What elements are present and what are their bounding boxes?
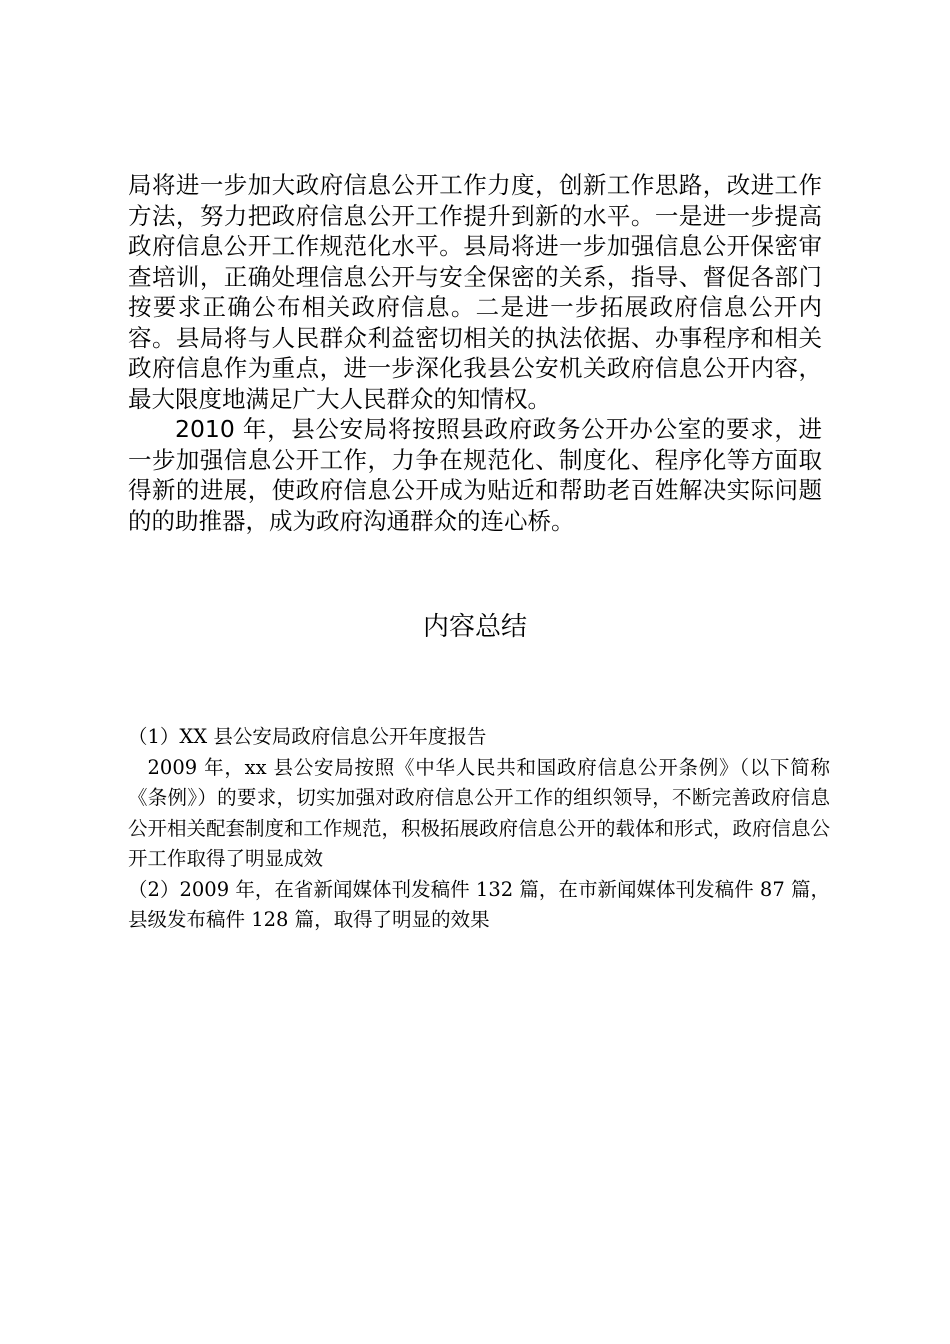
- summary-heading: 内容总结: [422, 612, 527, 642]
- summary-section: [128, 722, 830, 936]
- body-paragraph-2: 2010 年，县公安局将按照县政府政务公开办公室的要求，进一步加强信息公开工作，力争在规范化、制度化、程序化等方面取得新的进展，使政府信息公开成为贴近和帮助老百姓解决实际问题的的助推器，成为政府沟通群众的连心桥。: [128, 415, 822, 535]
- summary-item-2: 2009 年，xx 县公安局按照《中华人民共和国政府信息公开条例》（以下简称《条例》）的要求，切实加强对政府信息公开工作的组织领导，不断完善政府信息公开相关配套制度和工作规范，积极拓展政府信息公开的载体和形式，政府信息公开工作取得了明显成效: [128, 755, 831, 870]
- summary-item-3: （2）2009 年，在省新闻媒体刊发稿件 132 篇，在市新闻媒体刊发稿件 87 篇，县级发布稿件 128 篇，取得了明显的效果: [128, 877, 830, 931]
- body-paragraph-1: 局将进一步加大政府信息公开工作力度，创新工作思路，改进工作方法，努力把政府信息公开工作提升到新的水平。一是进一步提高政府信息公开工作规范化水平。县局将进一步加强信息公开保密审查培训，正确处理信息公开与安全保密的关系，指导、督促各部门按要求正确公布相关政府信息。二是进一步拓展政府信息公开内容。县局将与人民群众利益密切相关的执法依据、办事程序和相关政府信息作为重点，进一步深化我县公安机关政府信息公开内容，最大限度地满足广大人民群众的知情权。: [128, 171, 822, 413]
- summary-item-1: （1）XX 县公安局政府信息公开年度报告: [128, 725, 487, 748]
- document-body: [128, 170, 822, 536]
